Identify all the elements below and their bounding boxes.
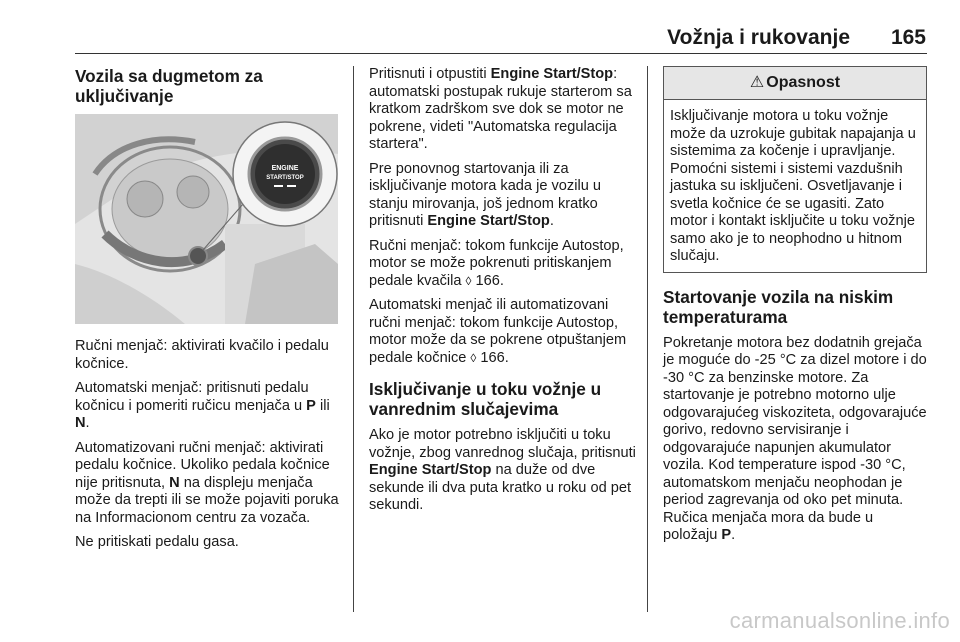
warning-triangle-icon: ⚠: [749, 74, 765, 91]
paragraph-manual-gearbox: Ručni menjač: aktivirati kvačilo i pedalu kočnice.: [75, 338, 329, 372]
button-label-startstop: START/STOP: [266, 175, 304, 181]
section-heading-cold-start: Startovanje vozila na niskim temperaturama: [663, 286, 894, 327]
section-heading-start-button: Vozila sa dugmetom za uključivanje: [75, 66, 263, 106]
dashboard-illustration: [75, 114, 338, 324]
column-divider-1: [353, 66, 354, 612]
page-number: 165: [890, 26, 926, 49]
paragraph-cold-start: Pokretanje motora bez dodatnih grejača je moguće do -25 °C za dizel motore i do -30 °C za benzinske motore. Za startovanje je potrebno motorno ulje odgovarajućeg viskoziteta, odgovarajuće gorivo, redovno servisiranje i odgovarajuće napunjen akumulator vozila. Kod temperature ispod -30 °C, automatskom menjaču neophodan je period zagrevanja od oko pet minuta. Ručica menjača mora da bude u položaju P.: [663, 334, 927, 543]
paragraph-autostop-manual: Ručni menjač: tokom funkcije Autostop, motor se može pokrenuti pritiskanjem pedale kvačila ◊ 166.: [369, 237, 624, 289]
paragraph-automated-manual: Automatizovani ručni menjač: aktivirati pedalu kočnice. Ukoliko pedala kočnice nije pritisnuta, N na displeju menjača može da trepti ili se može pojaviti poruka na Informacionom centru za vozača.: [75, 439, 339, 526]
paragraph-restart: Pre ponovnog startovanja ili za isključivanje motora kada je vozilu u stanju mirovanja, još jednom kratko pritisnuti Engine Start/Stop.: [369, 160, 601, 229]
paragraph-automatic-gearbox: Automatski menjač: pritisnuti pedalu kočnicu i pomeriti ručicu menjača u P ili N.: [75, 380, 330, 431]
watermark: carmanualsonline.info: [729, 608, 950, 633]
warning-text: Isključivanje motora u toku vožnje može da uzrokuje gubitak napajanja u sistemima za kočenje i upravljanje. Pomoćni sistemi i sistemi vazdušnih jastuka su isključeni. Osvetljavanje i svetla kočnice će se ugasiti. Zato motor i kontakt isključite u toku vožnje samo ako je to neophodno u hitnom slučaju.: [670, 108, 916, 264]
paragraph-no-accelerator: Ne pritiskati pedalu gasa.: [75, 534, 239, 550]
start-button-illustration: [75, 114, 338, 324]
column-middle: [369, 66, 637, 522]
warning-title: Opasnost: [766, 74, 841, 91]
page-reference-link[interactable]: 166.: [476, 349, 509, 366]
button-label-engine: ENGINE: [271, 165, 299, 172]
paragraph-press-release: Pritisnuti i otpustiti Engine Start/Stop: automatski postupak rukuje starterom sa kratkom zadrškom sve dok se motor ne pokrene, videti "Automatska regulacija startera".: [369, 66, 632, 152]
header-divider: [75, 53, 927, 54]
page-reference-icon: ◊: [470, 350, 477, 365]
running-header-title: Vožnja i rukovanje: [667, 26, 850, 49]
paragraph-emergency-shutoff: Ako je motor potrebno isključiti u toku vožnje, zbog vanrednog slučaja, pritisnuti Engine Start/Stop na duže od dve sekunde ili dva puta kratko u roku od pet sekundi.: [369, 427, 636, 513]
column-divider-2: [647, 66, 648, 612]
page-reference-link[interactable]: 166.: [471, 272, 504, 289]
warning-box: [663, 66, 927, 273]
page-reference-icon: ◊: [465, 273, 472, 288]
paragraph-autostop-automatic: Automatski menjač ili automatizovani ručni menjač: tokom funkcije Autostop, motor može da se pokrene otpuštanjem pedale kočnice ◊ 166.: [369, 297, 627, 366]
warning-header: [664, 67, 926, 100]
column-left: [75, 66, 343, 559]
section-heading-emergency-shutoff: Isključivanje u toku vožnje u vanrednim slučajevima: [369, 379, 602, 419]
column-right: [663, 66, 931, 552]
